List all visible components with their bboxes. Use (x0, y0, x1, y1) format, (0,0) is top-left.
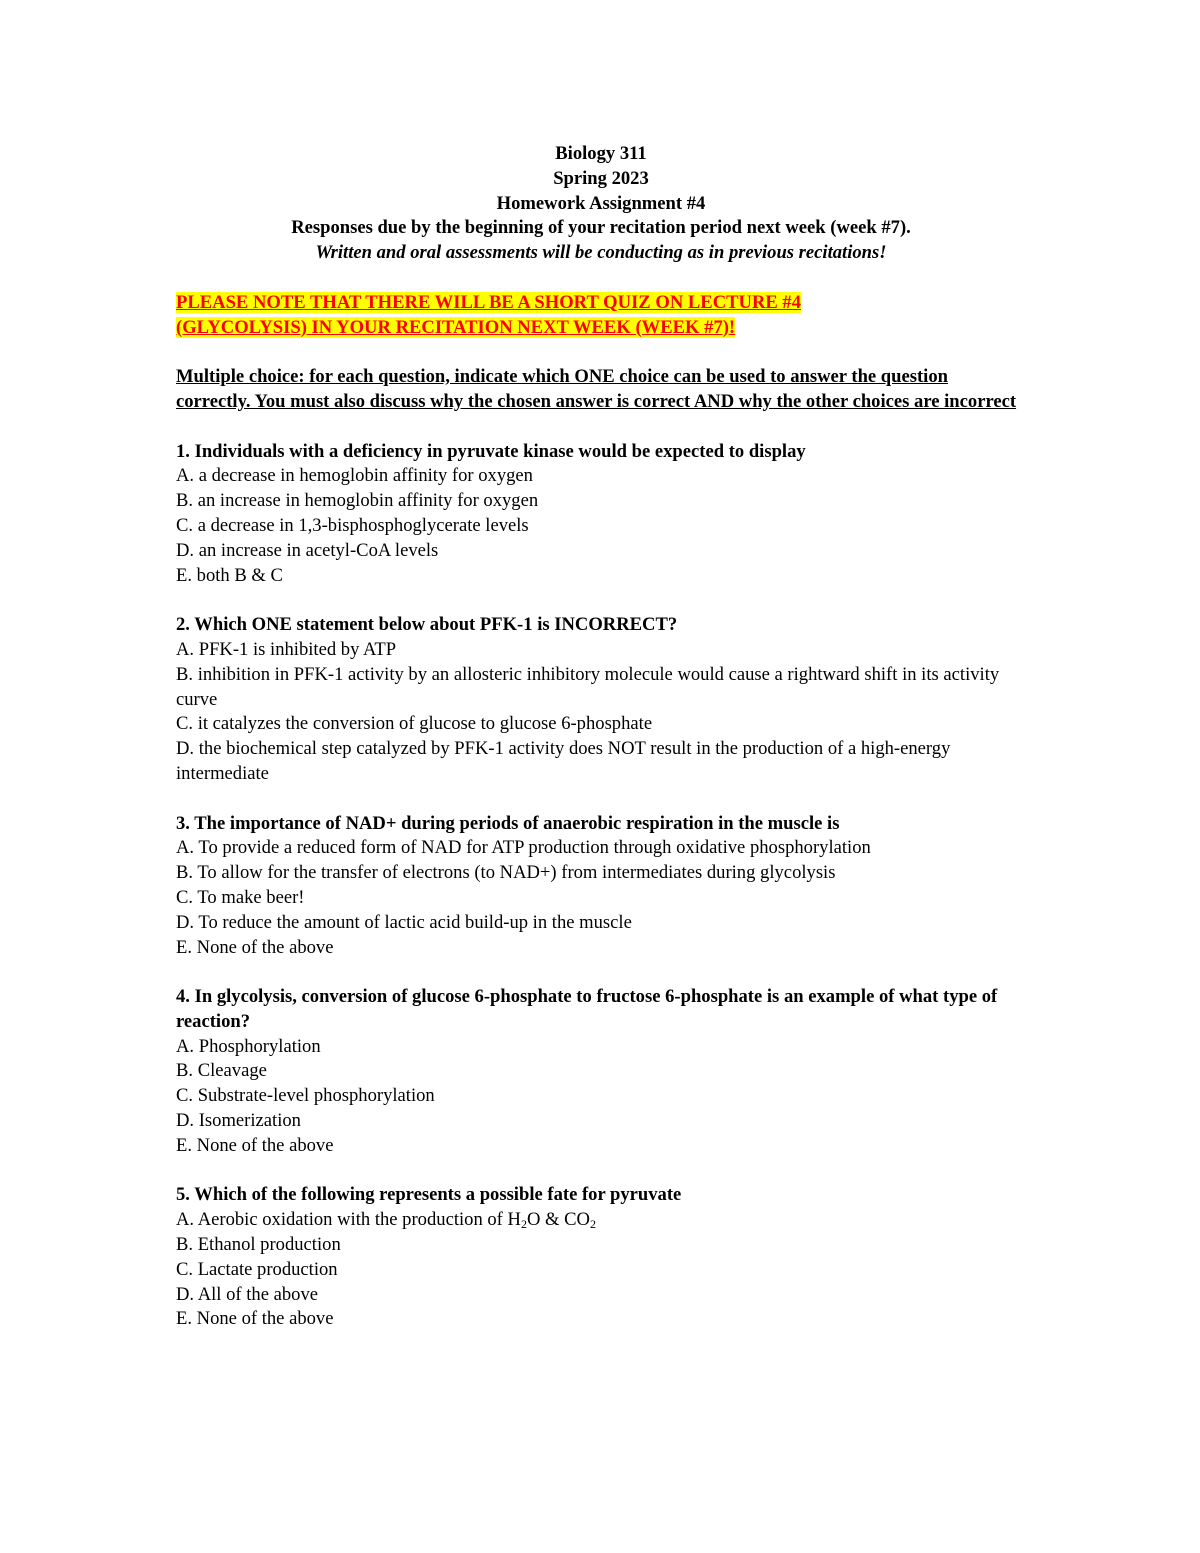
question-5 (176, 1183, 1026, 1332)
choice-a: A. PFK-1 is inhibited by ATP (176, 638, 397, 660)
choice-b: B. an increase in hemoglobin affinity for oxygen (176, 490, 539, 512)
document-header (176, 142, 1026, 266)
question-stem: 4. In glycolysis, conversion of glucose 6-phosphate to fructose 6-phosphate is an example of what type of reaction? (176, 986, 998, 1032)
choice-e: E. None of the above (176, 1308, 334, 1330)
instructions: Multiple choice: for each question, indicate which ONE choice can be used to answer the question correctly. You must also discuss why the chosen answer is correct AND why the other choices are incorrect (176, 366, 1017, 412)
document-page (176, 142, 1026, 1357)
question-1 (176, 440, 1026, 589)
term: Spring 2023 (553, 167, 649, 189)
choice-a: A. Aerobic oxidation with the production of $H_2O$ & $CO_2$ (176, 1209, 596, 1232)
choice-a: A. To provide a reduced form of NAD for ATP production through oxidative phosphorylation (176, 837, 871, 859)
question-stem: 3. The importance of NAD+ during periods of anaerobic respiration in the muscle is (176, 812, 840, 834)
choice-c: C. it catalyzes the conversion of glucose to glucose 6-phosphate (176, 713, 653, 735)
course-title: Biology 311 (555, 143, 647, 164)
choice-e: E. None of the above (176, 1134, 334, 1156)
choice-d: D. To reduce the amount of lactic acid build-up in the muscle (176, 911, 632, 933)
choice-d: D. an increase in acetyl-CoA levels (176, 539, 439, 561)
question-stem: 2. Which ONE statement below about PFK-1 is INCORRECT? (176, 614, 678, 636)
choice-d: D. All of the above (176, 1283, 319, 1305)
choice-a: A. Phosphorylation (176, 1035, 321, 1057)
choice-c: C. a decrease in 1,3-bisphosphoglycerate levels (176, 514, 529, 536)
quiz-notice (176, 291, 1026, 341)
quiz-notice-line-1: PLEASE NOTE THAT THERE WILL BE A SHORT QUIZ ON LECTURE #4 (176, 291, 802, 313)
choice-b: B. Cleavage (176, 1060, 267, 1082)
question-2 (176, 613, 1026, 787)
choice-b: B. To allow for the transfer of electrons (to NAD+) from intermediates during glycolysis (176, 862, 836, 884)
choice-c: C. Substrate-level phosphorylation (176, 1085, 435, 1107)
due-note: Responses due by the beginning of your recitation period next week (week #7). (291, 217, 911, 239)
choice-d: D. the biochemical step catalyzed by PFK-1 activity does NOT result in the production of a high-energy intermediate (176, 738, 951, 784)
question-stem: 1. Individuals with a deficiency in pyruvate kinase would be expected to display (176, 440, 806, 462)
choice-b: B. Ethanol production (176, 1234, 341, 1256)
choice-a: A. a decrease in hemoglobin affinity for oxygen (176, 465, 533, 487)
choice-e: E. None of the above (176, 936, 334, 958)
question-stem: 5. Which of the following represents a possible fate for pyruvate (176, 1184, 682, 1206)
assignment-title: Homework Assignment #4 (496, 192, 706, 214)
choice-c: C. Lactate production (176, 1258, 338, 1280)
question-3 (176, 812, 1026, 961)
choice-b: B. inhibition in PFK-1 activity by an allosteric inhibitory molecule would cause a rightward shift in its activity curve (176, 663, 1000, 710)
question-4 (176, 985, 1026, 1159)
choice-c: C. To make beer! (176, 886, 305, 908)
choice-e: E. both B & C (176, 564, 283, 586)
choice-d: D. Isomerization (176, 1110, 301, 1132)
assessment-note: Written and oral assessments will be conducting as in previous recitations! (315, 242, 887, 264)
quiz-notice-line-2: (GLYCOLYSIS) IN YOUR RECITATION NEXT WEEK (WEEK #7)! (176, 316, 736, 338)
